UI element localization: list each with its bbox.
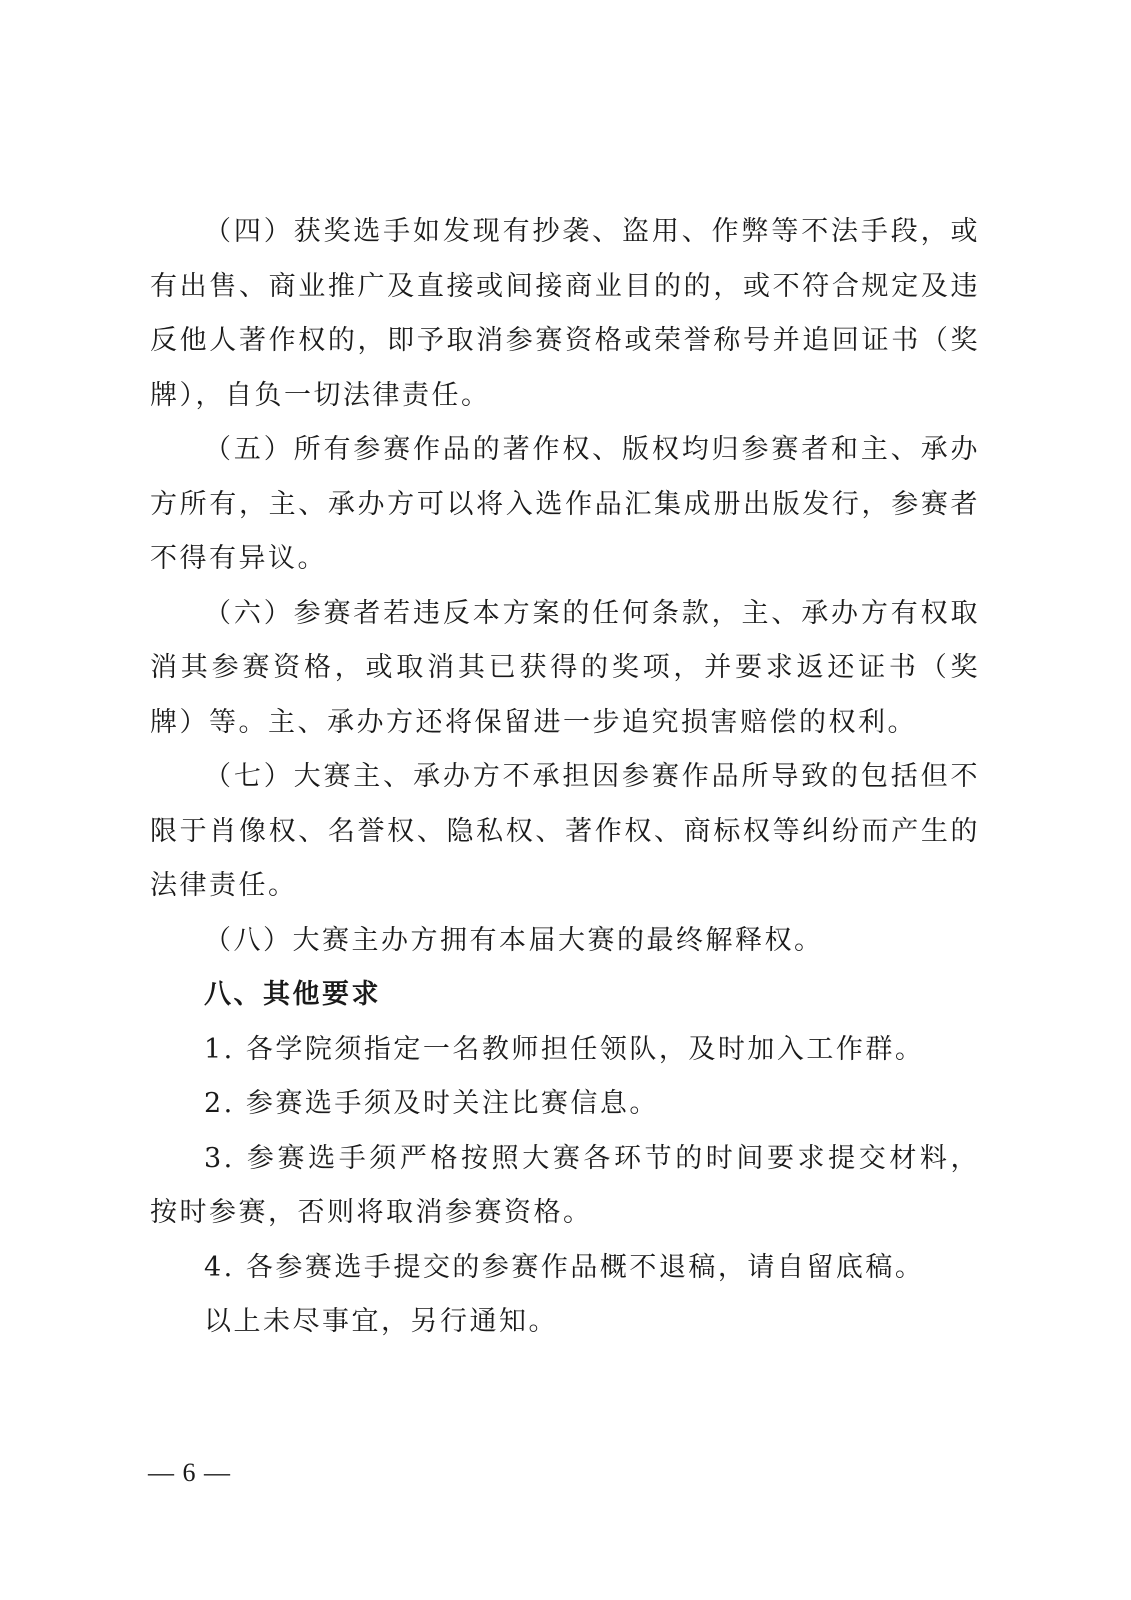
- section-heading: 八、其他要求: [204, 979, 381, 1010]
- closing-note: 以上未尽事宜，另行通知。: [204, 1306, 558, 1337]
- requirement-item: 2. 参赛选手须及时关注比赛信息。: [204, 1088, 659, 1119]
- requirement-item: 1. 各学院须指定一名教师担任领队，及时加入工作群。: [204, 1033, 925, 1065]
- requirement-item: 3. 参赛选手须严格按照大赛各环节的时间要求提交材料，按时参赛，否则将取消参赛资格。: [150, 1142, 980, 1228]
- document-body: [150, 205, 980, 1350]
- clause-eight: （八）大赛主办方拥有本届大赛的最终解释权。: [204, 924, 824, 956]
- clause-four: （四）获奖选手如发现有抄袭、盗用、作弊等不法手段，或有出售、商业推广及直接或间接商业目的的，或不符合规定及违反他人著作权的，即予取消参赛资格或荣誉称号并追回证书（奖牌），自负一切法律责任。: [150, 216, 980, 411]
- requirement-item: 4. 各参赛选手提交的参赛作品概不退稿，请自留底稿。: [204, 1251, 925, 1283]
- clause-five: （五）所有参赛作品的著作权、版权均归参赛者和主、承办方所有，主、承办方可以将入选作品汇集成册出版发行，参赛者不得有异议。: [150, 434, 980, 574]
- page-number: — 6 —: [148, 1458, 231, 1487]
- clause-six: （六）参赛者若违反本方案的任何条款，主、承办方有权取消其参赛资格，或取消其已获得的奖项，并要求返还证书（奖牌）等。主、承办方还将保留进一步追究损害赔偿的权利。: [150, 597, 980, 738]
- clause-seven: （七）大赛主、承办方不承担因参赛作品所导致的包括但不限于肖像权、名誉权、隐私权、著作权、商标权等纠纷而产生的法律责任。: [150, 761, 980, 901]
